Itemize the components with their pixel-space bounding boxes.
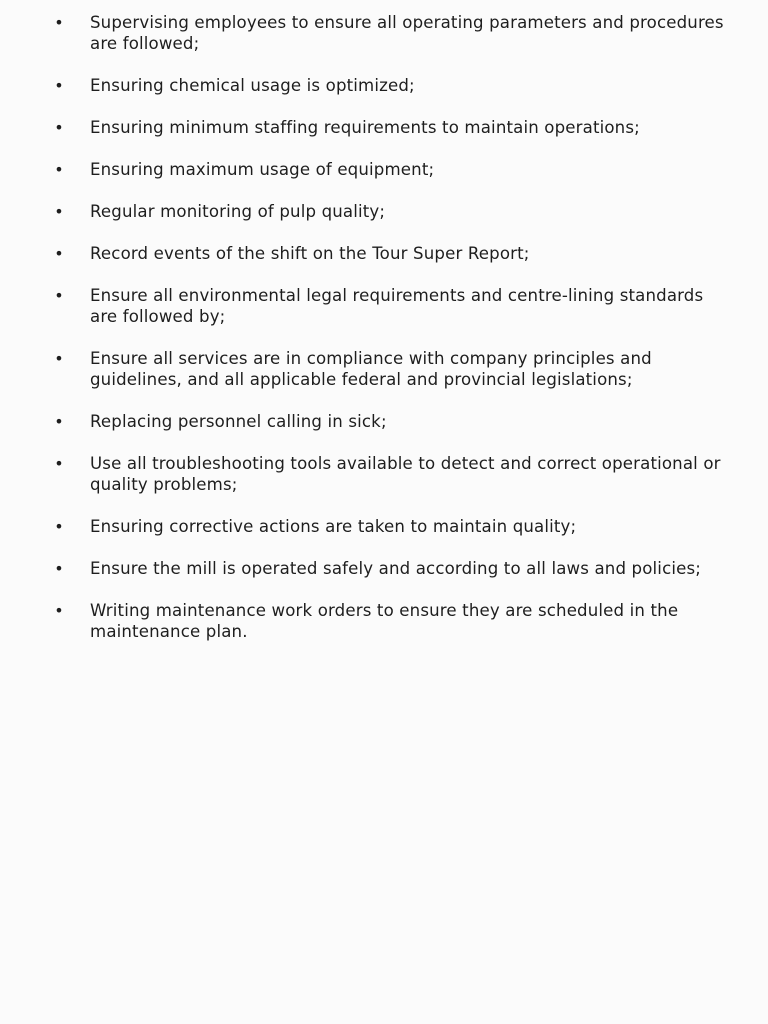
list-item-text: Record events of the shift on the Tour Super Report; [90,244,530,263]
list-item-text: Ensuring chemical usage is optimized; [90,76,415,95]
list-item-text: Replacing personnel calling in sick; [90,412,387,431]
list-item [0,453,768,495]
list-item-text: Ensuring corrective actions are taken to maintain quality; [90,517,577,536]
list-item [0,516,768,537]
bullet-icon: • [54,286,64,305]
bullet-icon: • [54,76,64,95]
bullet-icon: • [54,244,64,263]
list-item-text: Regular monitoring of pulp quality; [90,202,386,221]
list-item [0,159,768,180]
bullet-icon: • [54,349,64,368]
list-item [0,411,768,432]
bullet-icon: • [54,160,64,179]
list-item [0,558,768,579]
list-item [0,600,768,642]
bullet-icon: • [54,412,64,431]
list-item-text: Use all troubleshooting tools available to detect and correct operational or quality problems; [90,454,721,494]
list-item [0,285,768,327]
list-item-text: Ensuring maximum usage of equipment; [90,160,435,179]
list-item-text: Supervising employees to ensure all operating parameters and procedures are followed; [90,13,724,53]
bullet-icon: • [54,559,64,578]
list-item [0,243,768,264]
list-item-text: Ensuring minimum staffing requirements to maintain operations; [90,118,640,137]
bullet-icon: • [54,13,64,32]
list-item-text: Ensure all environmental legal requirements and centre-lining standards are followed by; [90,286,704,326]
bullet-icon: • [54,454,64,473]
list-item [0,117,768,138]
list-item [0,348,768,390]
responsibilities-list [0,12,768,642]
list-item-text: Ensure the mill is operated safely and according to all laws and policies; [90,559,701,578]
list-item-text: Writing maintenance work orders to ensure they are scheduled in the maintenance plan. [90,601,679,641]
bullet-icon: • [54,517,64,536]
bullet-icon: • [54,118,64,137]
list-item [0,75,768,96]
list-item [0,12,768,54]
list-item-text: Ensure all services are in compliance with company principles and guidelines, and all applicable federal and provincial legislations; [90,349,652,389]
list-item [0,201,768,222]
bullet-icon: • [54,202,64,221]
bullet-icon: • [54,601,64,620]
